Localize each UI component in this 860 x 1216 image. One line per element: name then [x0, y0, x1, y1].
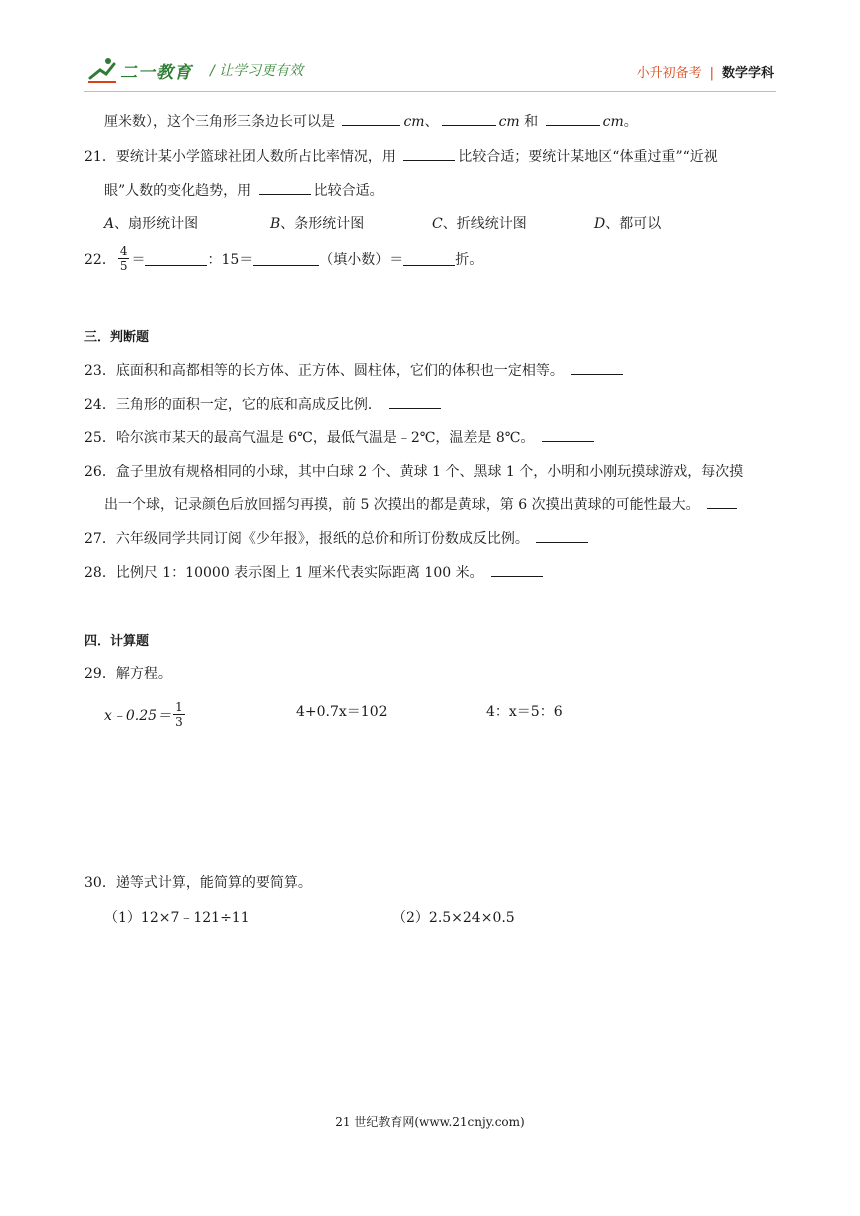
- question-number: 21．: [84, 149, 116, 165]
- answer-blank[interactable]: [542, 428, 594, 442]
- fraction: [173, 700, 185, 729]
- question-26: [84, 461, 743, 481]
- answer-blank[interactable]: [145, 252, 207, 266]
- q20-text: 厘米数），这个三角形三条边长可以是: [104, 114, 335, 130]
- option-letter: B: [270, 216, 281, 232]
- question-24: [84, 394, 444, 414]
- unit-cm: cm: [602, 114, 624, 130]
- header-divider: [84, 91, 776, 92]
- q21-option-c[interactable]: [432, 213, 527, 233]
- unit-cm: cm: [498, 114, 520, 130]
- question-text: 底面积和高都相等的长方体、正方体、圆柱体，它们的体积也一定相等。: [115, 363, 564, 379]
- answer-blank[interactable]: [491, 563, 543, 577]
- brand-logo: [86, 56, 303, 84]
- question-28: [84, 562, 546, 582]
- question-number: 28．: [84, 565, 116, 581]
- question-text: 比例尺 1：10000 表示图上 1 厘米代表实际距离 100 米。: [115, 565, 484, 581]
- question-number: 29．: [84, 666, 116, 682]
- q20-end: 。: [623, 114, 638, 130]
- question-29: [84, 663, 172, 683]
- question-number: 25．: [84, 430, 116, 446]
- q21-option-d[interactable]: [594, 213, 661, 233]
- question-number: 24．: [84, 397, 116, 413]
- unit-cm: cm: [403, 114, 425, 130]
- question-number: 23．: [84, 363, 116, 379]
- q21-text: 眼”人数的变化趋势，用: [104, 183, 252, 199]
- q22-text: 折。: [455, 251, 484, 268]
- answer-blank[interactable]: [571, 361, 623, 375]
- q21-line1: [84, 146, 718, 166]
- question-text: 哈尔滨市某天的最高气温是 6℃，最低气温是﹣2℃，温差是 8℃。: [115, 430, 535, 446]
- logo-text: 二一教育: [120, 62, 192, 83]
- q20-sep: 、: [424, 114, 439, 130]
- question-number: 26．: [84, 464, 116, 480]
- option-text: 、扇形统计图: [114, 216, 199, 232]
- equation-text: x﹣0.25＝: [104, 707, 172, 724]
- question-25: [84, 427, 597, 447]
- equation-2: 4+0.7x＝102: [296, 704, 388, 720]
- answer-blank[interactable]: [403, 147, 455, 161]
- answer-blank[interactable]: [389, 395, 441, 409]
- question-26-cont: [104, 494, 740, 514]
- option-text: 、都可以: [605, 216, 662, 232]
- option-letter: A: [104, 216, 115, 232]
- calc-2: （2）2.5×24×0.5: [392, 910, 515, 926]
- answer-blank[interactable]: [536, 529, 588, 543]
- q22-text: ：15＝: [207, 251, 254, 268]
- question-text: 六年级同学共同订阅《少年报》，报纸的总价和所订份数成反比例。: [115, 531, 529, 547]
- header-category: 小升初备考: [636, 66, 702, 81]
- option-letter: C: [432, 216, 443, 232]
- answer-blank[interactable]: [342, 112, 400, 126]
- question-23: [84, 360, 626, 380]
- q21-text: 比较合适。: [313, 183, 384, 199]
- question-text: 盒子里放有规格相同的小球，其中白球 2 个、黄球 1 个、黑球 1 个，小明和小刚玩摸球游戏，每次摸: [115, 464, 744, 480]
- header-subject: 数学学科: [721, 66, 774, 81]
- q21-text: 要统计某小学篮球社团人数所占比率情况，用: [115, 149, 396, 165]
- q21-option-b[interactable]: [270, 213, 364, 233]
- fraction-denominator: 3: [175, 715, 183, 729]
- equation-1: [104, 700, 187, 729]
- header-right: [637, 62, 774, 81]
- question-text: 三角形的面积一定，它的底和高成反比例．: [115, 397, 382, 413]
- option-letter: D: [594, 216, 606, 232]
- q21-line2: [104, 180, 384, 200]
- question-text: 递等式计算，能简算的要简算。: [115, 875, 312, 891]
- footer: 21 世纪教育网(www.21cnjy.com): [335, 1115, 525, 1129]
- fraction-denominator: 5: [119, 259, 128, 273]
- q22: [84, 244, 483, 273]
- calc-1: （1）12×7﹣121÷11: [104, 910, 250, 926]
- fraction: [118, 244, 130, 273]
- question-text: 解方程。: [115, 666, 172, 682]
- q21-text: 比较合适；要统计某地区“体重过重”“近视: [458, 149, 718, 165]
- section-title: 三．判断题: [84, 330, 150, 345]
- question-27: [84, 528, 591, 548]
- q22-eq: ＝: [131, 251, 146, 268]
- answer-blank[interactable]: [546, 112, 600, 126]
- q22-text: （填小数）＝: [319, 251, 404, 268]
- question-number: 30．: [84, 875, 116, 891]
- answer-blank[interactable]: [253, 252, 319, 266]
- header-separator: |: [709, 66, 714, 81]
- equation-3: 4：x＝5：6: [486, 704, 563, 720]
- question-30: [84, 872, 312, 892]
- fraction-numerator: 1: [175, 700, 183, 714]
- q20-and: 和: [524, 114, 539, 130]
- question-number: 27．: [84, 531, 116, 547]
- answer-blank[interactable]: [442, 112, 496, 126]
- fraction-numerator: 4: [119, 244, 128, 258]
- question-number: 22．: [84, 251, 116, 268]
- q20-continuation: [104, 111, 638, 131]
- section-title: 四．计算题: [84, 634, 150, 649]
- option-text: 、折线统计图: [442, 216, 527, 232]
- question-text: 出一个球，记录颜色后放回摇匀再摸，前 5 次摸出的都是黄球，第 6 次摸出黄球的可能性最大。: [104, 497, 700, 513]
- option-text: 、条形统计图: [280, 216, 365, 232]
- answer-blank[interactable]: [259, 181, 311, 195]
- answer-blank[interactable]: [707, 495, 737, 509]
- header-slogan: / 让学习更有效: [210, 63, 304, 79]
- runner-logo-icon: [86, 56, 120, 84]
- q21-option-a[interactable]: [104, 213, 198, 233]
- answer-blank[interactable]: [403, 252, 455, 266]
